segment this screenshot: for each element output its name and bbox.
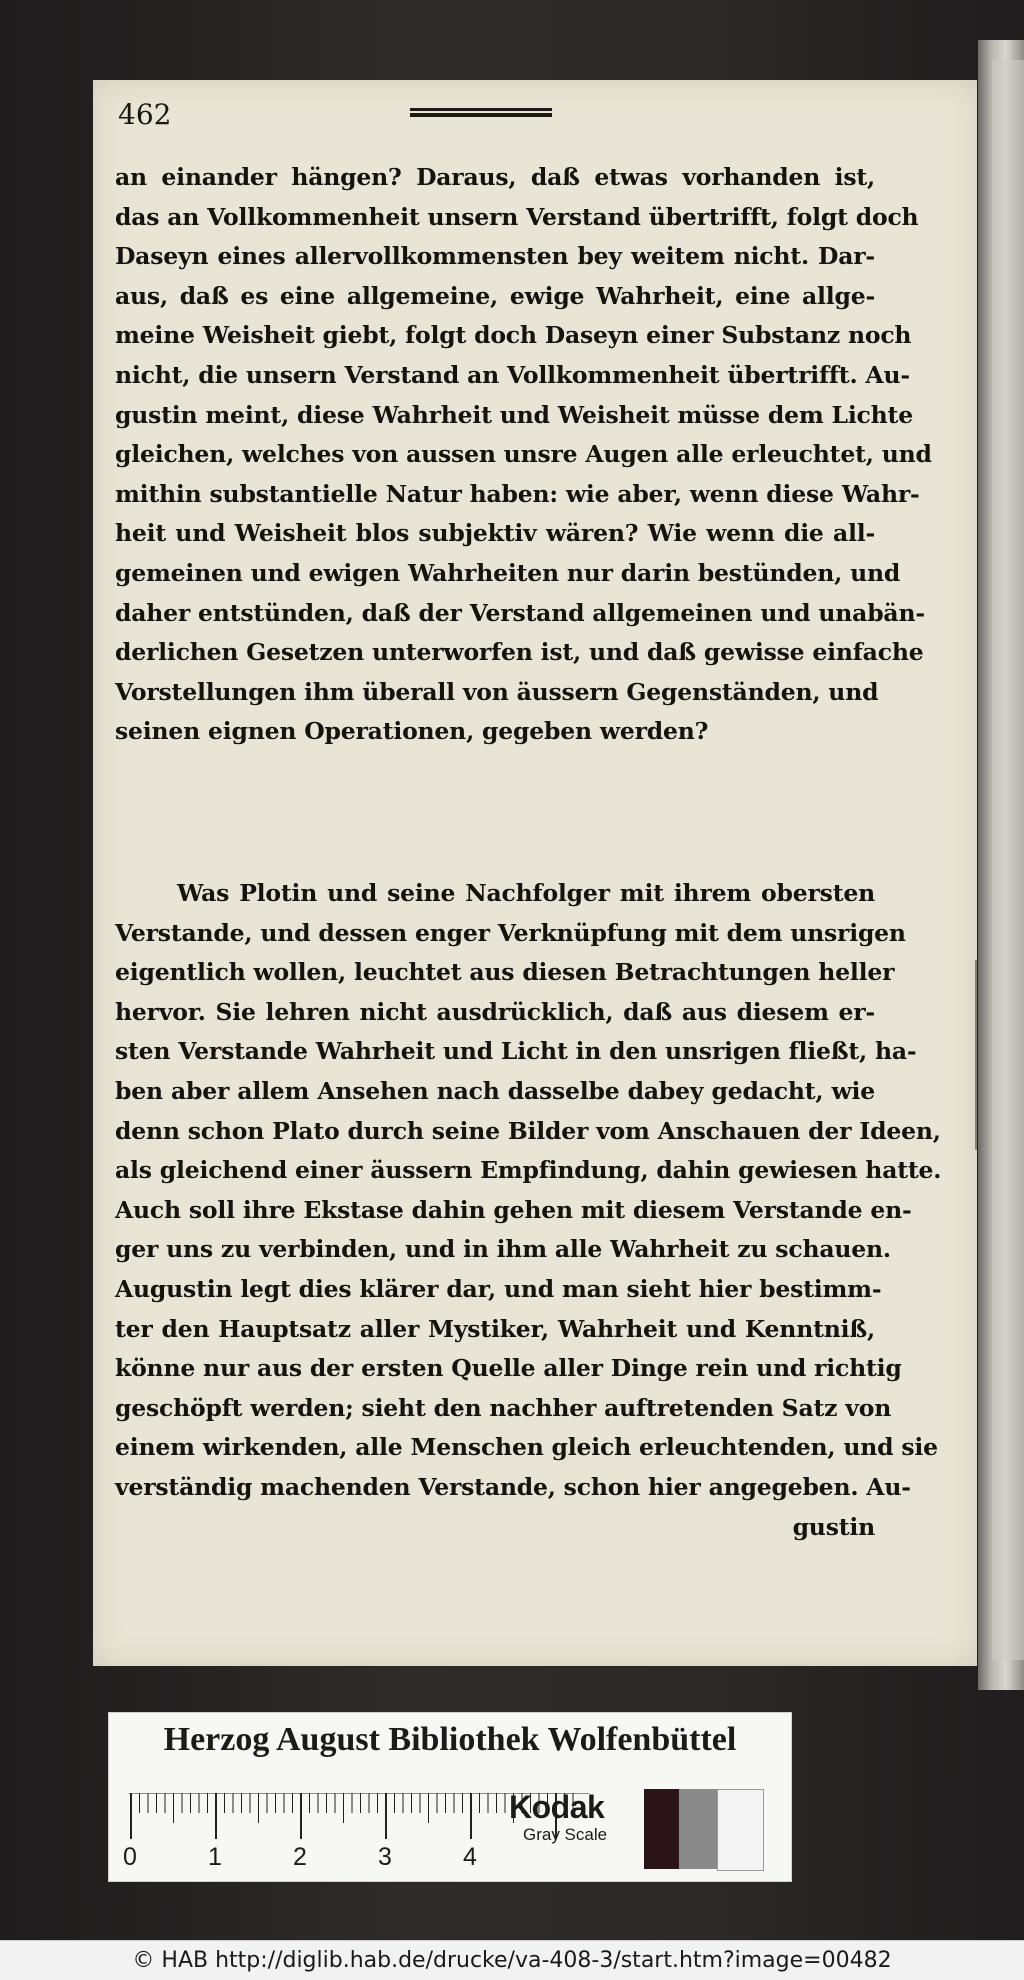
text-line: meine Weisheit giebt, folgt doch Daseyn einer Substanz noch [115, 321, 912, 350]
text-line: gleichen, welches von aussen unsre Augen alle erleuchtet, und [115, 440, 932, 469]
ruler-number: 4 [463, 1843, 477, 1871]
text-line: hervor. Sie lehren nicht ausdrücklich, daß aus diesem er- [115, 997, 875, 1026]
text-line: an einander hängen? Daraus, daß etwas vorhanden ist, [115, 163, 875, 191]
ruler-number: 0 [123, 1843, 137, 1871]
text-line: Vorstellungen ihm überall von äussern Gegenständen, und [115, 677, 879, 706]
text-line: seinen eignen Operationen, gegeben werden? [115, 717, 709, 746]
text-line: verständig machenden Verstande, schon hier angegeben. Au- [115, 1472, 911, 1501]
paragraph-2 [115, 874, 942, 1547]
text-line: heit und Weisheit blos subjektiv wären? Wie wenn die all- [115, 519, 875, 548]
text-line: daher entstünden, daß der Verstand allgemeinen und unabän- [115, 598, 925, 627]
text-line: Was Plotin und seine Nachfolger mit ihrem obersten [177, 879, 875, 907]
ruler-number: 1 [208, 1843, 222, 1871]
header-rule [410, 108, 552, 118]
gray-swatch [679, 1789, 716, 1869]
text-line: eigentlich wollen, leuchtet aus diesen Betrachtungen heller [115, 958, 895, 987]
text-line: gemeinen und ewigen Wahrheiten nur darin bestünden, und [115, 558, 901, 587]
kodak-subtitle: Gray Scale [523, 1825, 608, 1844]
text-line: Auch soll ihre Ekstase dahin gehen mit diesem Verstande en- [115, 1195, 912, 1224]
page-number: 462 [118, 98, 172, 131]
paragraph-1 [115, 158, 932, 752]
gray-scale-swatches [644, 1789, 764, 1869]
gray-swatch [717, 1789, 764, 1871]
ruler-number: 3 [378, 1843, 392, 1871]
text-line: ter den Hauptsatz aller Mystiker, Wahrheit und Kenntniß, [115, 1314, 875, 1343]
text-line: Verstande, und dessen enger Verknüpfung mit dem unsrigen [115, 918, 906, 947]
copyright-bar [0, 1940, 1024, 1980]
text-line: könne nur aus der ersten Quelle aller Dinge rein und richtig [115, 1354, 902, 1383]
kodak-logo: Kodak [509, 1789, 605, 1825]
text-line: mithin substantielle Natur haben: wie aber, wenn diese Wahr- [115, 479, 920, 508]
text-line: Augustin legt dies klärer dar, und man sieht hier bestimm- [115, 1274, 882, 1303]
copyright-text: © HAB http://diglib.hab.de/drucke/va-408-3/start.htm?image=00482 [132, 1948, 892, 1973]
library-name: Herzog August Bibliothek Wolfenbüttel [163, 1721, 737, 1758]
gray-swatch [644, 1789, 679, 1869]
ruler-scale-labels [123, 1843, 593, 1873]
text-line: einem wirkenden, alle Menschen gleich erleuchtenden, und sie [115, 1433, 938, 1462]
text-line: nicht, die unsern Verstand an Vollkommenheit übertrifft. Au- [115, 360, 910, 389]
text-line: derlichen Gesetzen unterworfen ist, und daß gewisse einfache [115, 638, 924, 667]
text-line: Daseyn eines allervollkommensten bey weitem nicht. Dar- [115, 242, 875, 271]
text-line: gustin meint, diese Wahrheit und Weisheit müsse dem Lichte [115, 400, 913, 429]
text-line: sten Verstande Wahrheit und Licht in den unsrigen fließt, ha- [115, 1037, 917, 1066]
text-line: geschöpft werden; sieht den nachher auftretenden Satz von [115, 1393, 892, 1422]
margin-mark [975, 960, 977, 1150]
library-label [108, 1712, 792, 1882]
catchword: gustin [792, 1512, 875, 1541]
text-line: denn schon Plato durch seine Bilder vom Anschauen der Ideen, [115, 1116, 941, 1145]
text-line: das an Vollkommenheit unsern Verstand übertrifft, folgt doch [115, 202, 919, 231]
text-line: aus, daß es eine allgemeine, ewige Wahrheit, eine allge- [115, 281, 875, 310]
ruler-number: 2 [293, 1843, 307, 1871]
text-line: ben aber allem Ansehen nach dasselbe dabey gedacht, wie [115, 1076, 875, 1105]
adjacent-page-edge-highlight [992, 60, 1024, 1660]
text-line: als gleichend einer äussern Empfindung, dahin gewiesen hatte. [115, 1156, 942, 1185]
text-line: ger uns zu verbinden, und in ihm alle Wahrheit zu schauen. [115, 1235, 891, 1264]
